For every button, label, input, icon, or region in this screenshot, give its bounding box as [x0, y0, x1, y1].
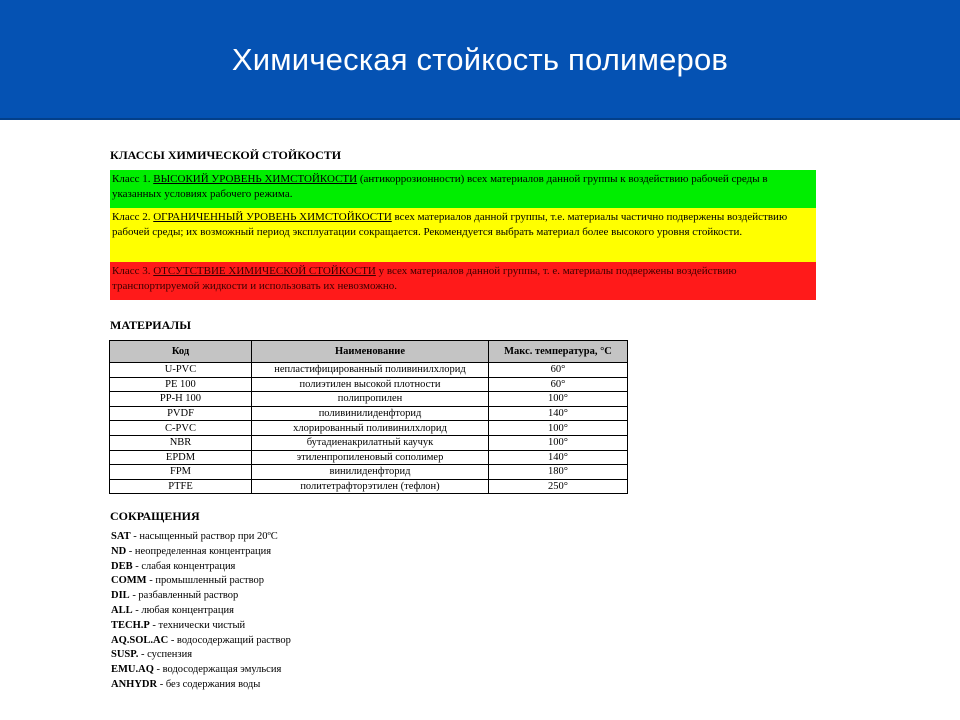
list-item: [111, 634, 291, 649]
list-item: [111, 589, 291, 604]
classes-heading: КЛАССЫ ХИМИЧЕСКОЙ СТОЙКОСТИ: [110, 148, 342, 162]
cell-temperature: 60°: [489, 377, 628, 392]
table-row: [110, 465, 628, 480]
list-item: [111, 560, 291, 575]
cell-code: NBR: [110, 435, 252, 450]
table-row: [110, 435, 628, 450]
abbr-desc: - неопределенная концентрация: [126, 545, 272, 557]
class-3-name: ОТСУТСТВИЕ ХИМИЧЕСКОЙ СТОЙКОСТИ: [153, 265, 376, 277]
cell-code: PE 100: [110, 377, 252, 392]
class-1-row: [110, 170, 816, 208]
abbr-code: COMM: [111, 575, 147, 587]
abbr-desc: - слабая концентрация: [132, 560, 236, 572]
list-item: [111, 648, 291, 663]
table-row: [110, 377, 628, 392]
abbreviations-heading: СОКРАЩЕНИЯ: [110, 509, 200, 523]
class-2-text: всех материалов данной группы, т.е. материалы частично подвержены воздействию рабочей среды; их возможный период эксплуатации сокращается. Рекомендуется выбрать материал более высокого уровня стойкости.: [112, 211, 788, 238]
abbr-desc: - технически чистый: [149, 619, 246, 631]
column-header-temperature: Макс. температура, °С: [489, 341, 628, 363]
cell-code: U-PVC: [110, 363, 252, 378]
abbr-desc: - водосодержащий раствор: [168, 634, 291, 646]
cell-temperature: 100°: [489, 435, 628, 450]
abbr-code: TECH.P: [111, 619, 150, 631]
table-row: [110, 479, 628, 494]
cell-name: этиленпропиленовый сополимер: [252, 450, 489, 465]
table-row: [110, 406, 628, 421]
cell-temperature: 140°: [489, 406, 628, 421]
cell-temperature: 100°: [489, 421, 628, 436]
list-item: [111, 678, 291, 693]
cell-code: EPDM: [110, 450, 252, 465]
cell-name: винилиденфторид: [252, 465, 489, 480]
class-2-prefix: Класс 2.: [112, 211, 154, 223]
class-3-row: [110, 262, 816, 300]
table-row: [110, 450, 628, 465]
list-item: [111, 545, 291, 560]
cell-name: полипропилен: [252, 392, 489, 407]
abbr-desc: - водосодержащая эмульсия: [153, 664, 282, 676]
cell-temperature: 100°: [489, 392, 628, 407]
list-item: [111, 619, 291, 634]
materials-heading: МАТЕРИАЛЫ: [110, 318, 191, 332]
column-header-name: Наименование: [252, 341, 489, 363]
cell-temperature: 250°: [489, 479, 628, 494]
column-header-code: Код: [110, 341, 252, 363]
cell-name: поливинилиденфторид: [252, 406, 489, 421]
cell-name: хлорированный поливинилхлорид: [252, 421, 489, 436]
cell-name: непластифицированный поливинилхлорид: [252, 363, 489, 378]
abbr-desc: - насыщенный раствор при 20ºС: [130, 531, 278, 542]
materials-table: [109, 340, 628, 494]
list-item: [111, 530, 291, 545]
abbr-code: EMU.AQ: [111, 664, 154, 676]
table-row: [110, 421, 628, 436]
class-3-prefix: Класс 3.: [112, 265, 154, 277]
class-3-text: у всех материалов данной группы, т. е. материалы подвержены воздействию транспортируемой жидкости и использовать их невозможно.: [112, 265, 737, 292]
class-1-prefix: Класс 1.: [112, 173, 154, 185]
class-1-text: (антикоррозионности) всех материалов данной группы к воздействию рабочей среды в указанных условиях рабочего режима.: [112, 173, 768, 200]
abbr-desc: - суспензия: [138, 649, 193, 661]
cell-code: FPM: [110, 465, 252, 480]
slide-title: Химическая стойкость полимеров: [231, 42, 729, 77]
cell-code: PP-H 100: [110, 392, 252, 407]
cell-code: PTFE: [110, 479, 252, 494]
abbr-code: SUSP.: [111, 649, 139, 661]
table-header-row: [110, 341, 628, 363]
resistance-classes: [110, 170, 816, 300]
class-1-name: ВЫСОКИЙ УРОВЕНЬ ХИМСТОЙКОСТИ: [153, 173, 358, 185]
abbr-desc: - без содержания воды: [157, 678, 261, 690]
abbr-desc: - любая концентрация: [132, 604, 234, 616]
cell-name: бутадиенакрилатный каучук: [252, 435, 489, 450]
abbr-code: SAT: [111, 531, 131, 542]
class-2-name: ОГРАНИЧЕННЫЙ УРОВЕНЬ ХИМСТОЙКОСТИ: [153, 211, 392, 223]
abbr-desc: - разбавленный раствор: [129, 590, 239, 602]
cell-temperature: 140°: [489, 450, 628, 465]
list-item: [111, 663, 291, 678]
cell-name: полиэтилен высокой плотности: [252, 377, 489, 392]
table-row: [110, 363, 628, 378]
abbr-desc: - промышленный раствор: [146, 575, 265, 587]
abbr-code: AQ.SOL.AC: [111, 634, 169, 646]
cell-name: политетрафторэтилен (тефлон): [252, 479, 489, 494]
cell-code: PVDF: [110, 406, 252, 421]
abbr-code: ANHYDR: [111, 678, 158, 690]
title-banner: [0, 0, 960, 120]
cell-temperature: 60°: [489, 363, 628, 378]
list-item: [111, 604, 291, 619]
cell-code: C-PVC: [110, 421, 252, 436]
cell-temperature: 180°: [489, 465, 628, 480]
abbr-code: ND: [111, 545, 127, 557]
list-item: [111, 574, 291, 589]
abbr-code: ALL: [111, 604, 133, 616]
abbr-code: DEB: [111, 560, 133, 572]
class-2-row: [110, 208, 816, 262]
table-row: [110, 392, 628, 407]
abbr-code: DIL: [111, 590, 130, 602]
abbreviations-list: [111, 530, 291, 693]
